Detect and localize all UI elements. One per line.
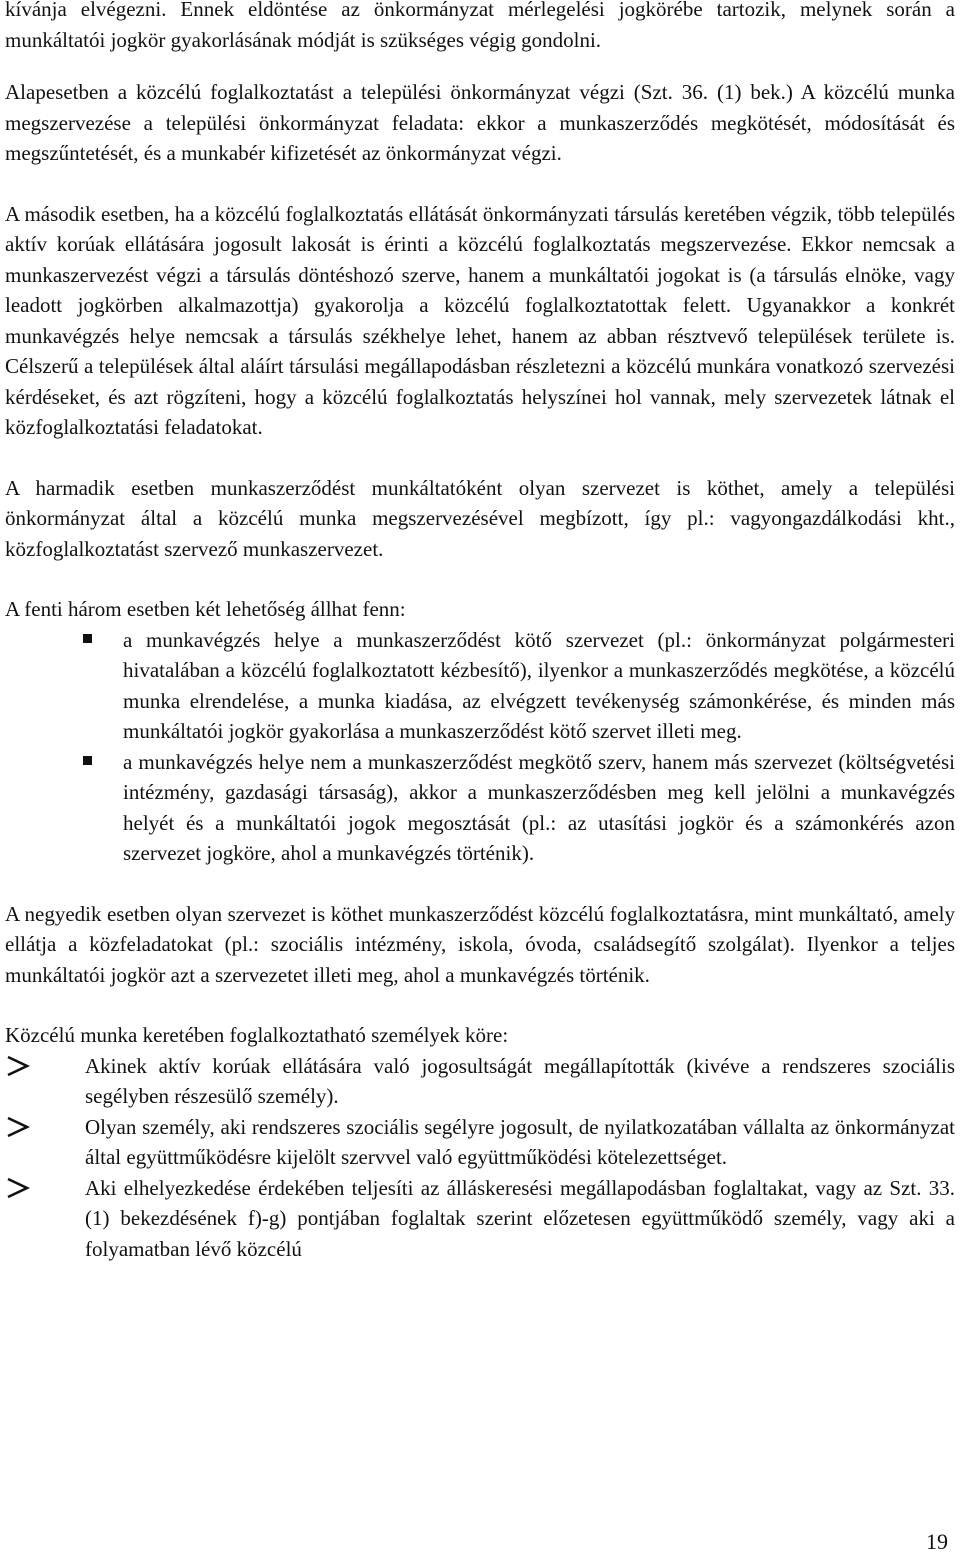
list-item-text: a munkavégzés helye nem a munkaszerződést megkötő szerv, hanem más szervezet (költségvetési intézmény, gazdasági társaság), akkor a munkaszerződésben meg kell jelölni a munkavégzés helyét és a munkáltatói jogok megosztását (pl.: az utasítási jogkör és a számonkérés azon szervezet jogköre, ahol a munkavégzés történik). [123, 749, 955, 865]
square-bullet-icon [83, 634, 92, 643]
list-item [5, 625, 955, 747]
document-page [5, 0, 955, 1264]
paragraph-negyedik-eset: A negyedik esetben olyan szervezet is köthet munkaszerződést közcélú foglalkoztatásra, mint munkáltató, amely ellátja a közfeladatokat (pl.: szociális intézmény, iskola, óvoda, családsegítő szolgálat). Ilyenkor a teljes munkáltatói jogkör azt a szervezetet illeti meg, ahol a munkavégzés történik. [5, 901, 955, 987]
arrow-bullet-list [5, 1051, 955, 1265]
list-item-text: Akinek aktív korúak ellátására való jogosultságát megállapították (kivéve a rendszeres szociális segélyben részesülő személy). [85, 1053, 955, 1108]
list-item [5, 1173, 955, 1265]
paragraph-harmadik-eset: A harmadik esetben munkaszerződést munkáltatóként olyan szervezet is köthet, amely a települési önkormányzat által a közcélú munka megszervezésével megbízott, így pl.: vagyongazdálkodási kht., közfoglalkoztatást szervező munkaszervezet. [5, 475, 955, 561]
list-item [5, 1112, 955, 1173]
page-number: 19 [926, 1529, 948, 1554]
arrowhead-bullet-icon [5, 1055, 31, 1077]
list-item-text: a munkavégzés helye a munkaszerződést kötő szervezet (pl.: önkormányzat polgármesteri hivatalában a közcélú foglalkoztatott kézbesítő), ilyenkor a munkaszerződés megkötése, a közcélú munka elrendelése, a munka kiadása, az elvégzett tevékenység számonkérése, és minden más munkáltatói jogkör gyakorlása a munkaszerződést kötő szervet illeti meg. [123, 627, 955, 743]
list-item-text: Aki elhelyezkedése érdekében teljesíti az álláskeresési megállapodásban foglaltakat, vagy az Szt. 33. (1) bekezdésének f)-g) pontjában foglaltak szerint előzetesen együttműködő személy, vagy aki a folyamatban lévő közcélú [85, 1175, 955, 1261]
square-bullet-list [5, 625, 955, 869]
arrowhead-bullet-icon [5, 1177, 31, 1199]
arrowhead-bullet-icon [5, 1116, 31, 1138]
intro-paragraph-tail: kívánja elvégezni. Ennek eldöntése az önkormányzat mérlegelési jogkörébe tartozik, melynek során a munkáltatói jogkör gyakorlásának módját is szükséges végig gondolni. [5, 0, 955, 52]
paragraph-masodik-eset: A második esetben, ha a közcélú foglalkoztatás ellátását önkormányzati társulás keretében végzik, több település aktív korúak ellátására jogosult lakosát is érinti a közcélú foglalkoztatás megszervezése. Ekkor nemcsak a munkaszervezést végzi a társulás döntéshozó szerve, hanem a munkáltatói jogokat is (a társulás elnöke, vagy leadott jogkörben alkalmazottja) gyakorolja a közcélú foglalkoztatottak felett. Ugyanakkor a konkrét munkavégzés helye nemcsak a társulás székhelye lehet, hanem az abban résztvevő települések területe is. Célszerű a települések által aláírt társulási megállapodásban részletezni a közcélú munkára vonatkozó szervezési kérdéseket, és azt rögzíteni, hogy a közcélú foglalkoztatás helyszínei hol vannak, mely szervezetek látnak el közfoglalkoztatási feladatokat. [5, 201, 955, 439]
square-bullet-icon [83, 756, 92, 765]
paragraph-szemelyek-kore: Közcélú munka keretében foglalkoztatható személyek köre: [5, 1023, 509, 1047]
paragraph-ket-lehetoseg: A fenti három esetben két lehetőség állhat fenn: [5, 597, 406, 621]
list-item [5, 747, 955, 869]
list-item [5, 1051, 955, 1112]
paragraph-alapesetben: Alapesetben a közcélú foglalkoztatást a települési önkormányzat végzi (Szt. 36. (1) bek.) A közcélú munka megszervezése a települési önkormányzat feladata: ekkor a munkaszerződés megkötését, módosítását és megszűntetését, és a munkabér kifizetését az önkormányzat végzi. [5, 80, 955, 165]
list-item-text: Olyan személy, aki rendszeres szociális segélyre jogosult, de nyilatkozatában vállalta az önkormányzat által együttműködésre kijelölt szervvel való együttműködési kötelezettséget. [85, 1114, 955, 1169]
